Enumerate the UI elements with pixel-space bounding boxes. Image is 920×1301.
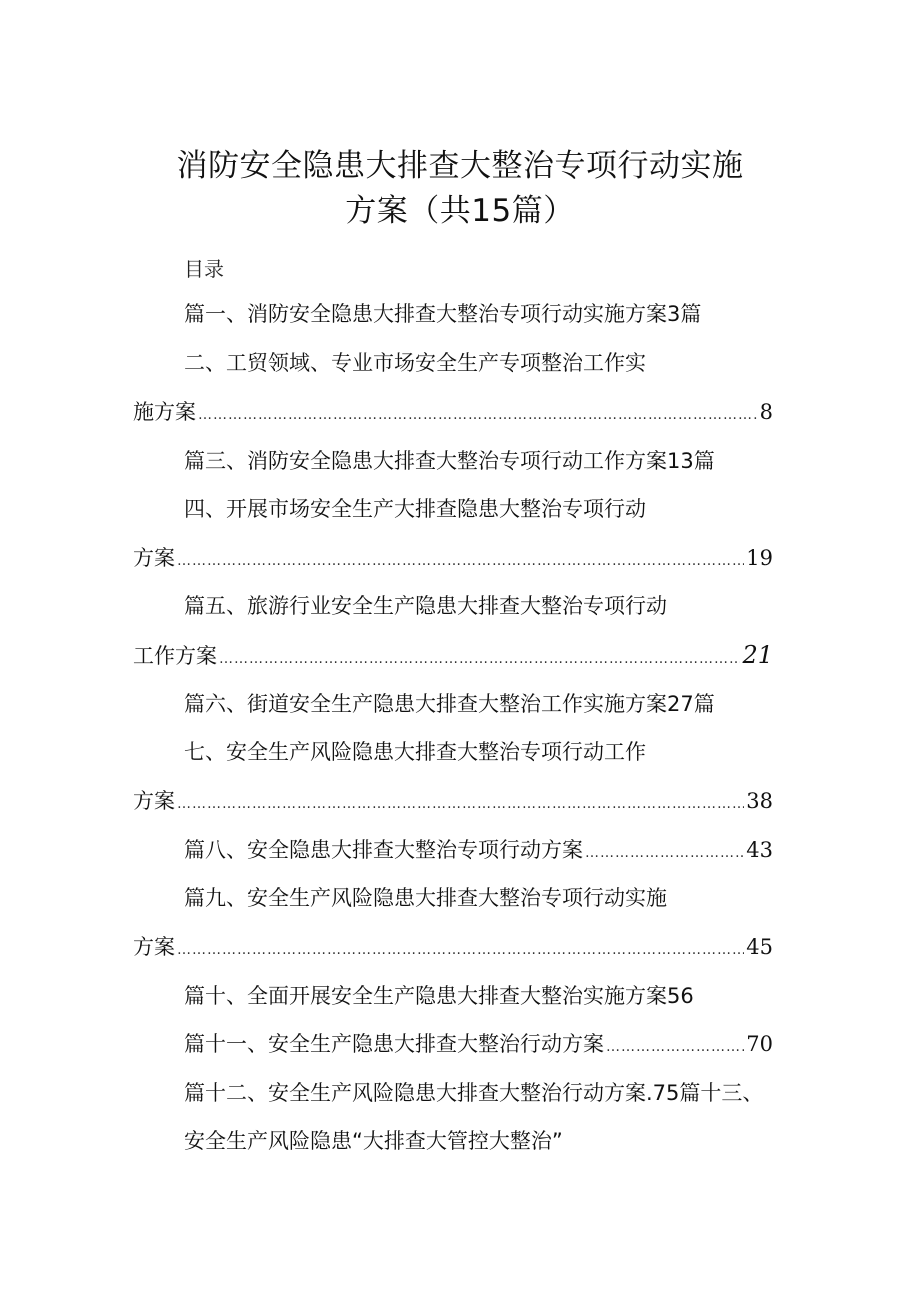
toc-page-number: 70 (746, 1032, 773, 1056)
document-title-line-2: 方案（共15篇） (345, 193, 575, 229)
toc-entry-text: 方案 (133, 546, 175, 570)
dot-leader (177, 546, 744, 576)
dot-leader (585, 838, 744, 868)
toc-entry-with-page[interactable] (133, 397, 773, 430)
toc-entry-with-page[interactable] (184, 1029, 773, 1062)
toc-entry[interactable]: 七、安全生产风险隐患大排查大整治专项行动工作 (184, 740, 646, 764)
toc-entry-text: 方案 (133, 935, 175, 959)
toc-page-number: 21 (742, 641, 773, 669)
toc-page-number: 45 (746, 935, 773, 959)
document-title-line-1: 消防安全隐患大排查大整治专项行动实施 (176, 148, 744, 184)
toc-entry-with-page[interactable] (133, 543, 773, 576)
toc-entry-with-page[interactable] (133, 786, 773, 819)
dot-leader (198, 400, 758, 430)
toc-entry[interactable]: 篇三、消防安全隐患大排查大整治专项行动工作方案13篇 (184, 449, 715, 473)
toc-entry-with-page[interactable] (133, 932, 773, 965)
toc-entry[interactable]: 篇五、旅游行业安全生产隐患大排查大整治专项行动 (184, 594, 667, 618)
toc-page-number: 8 (759, 400, 773, 424)
dot-leader (606, 1032, 744, 1062)
dot-leader (219, 644, 740, 674)
toc-entry-with-page[interactable] (133, 640, 773, 674)
dot-leader (177, 935, 744, 965)
toc-entry[interactable]: 四、开展市场安全生产大排查隐患大整治专项行动 (184, 497, 646, 521)
toc-entry[interactable]: 二、工贸领域、专业市场安全生产专项整治工作实 (184, 351, 646, 375)
toc-entry[interactable]: 篇六、街道安全生产隐患大排查大整治工作实施方案27篇 (184, 692, 715, 716)
toc-page-number: 19 (746, 546, 773, 570)
dot-leader (177, 789, 744, 819)
toc-page-number: 38 (746, 789, 773, 813)
toc-entry-text: 篇八、安全隐患大排查大整治专项行动方案 (184, 838, 583, 862)
toc-entry[interactable]: 篇十、全面开展安全生产隐患大排查大整治实施方案56 (184, 984, 694, 1008)
toc-entry-text: 篇十一、安全生产隐患大排查大整治行动方案 (184, 1032, 604, 1056)
toc-entry[interactable]: 安全生产风险隐患“大排查大管控大整治” (184, 1129, 563, 1153)
toc-heading: 目录 (184, 257, 224, 281)
toc-page-number: 43 (746, 838, 773, 862)
toc-entry-text: 工作方案 (133, 644, 217, 668)
toc-entry[interactable]: 篇九、安全生产风险隐患大排查大整治专项行动实施 (184, 886, 667, 910)
toc-entry-with-page[interactable] (184, 835, 773, 868)
toc-entry[interactable]: 篇十二、安全生产风险隐患大排查大整治行动方案.75篇十三、 (184, 1081, 764, 1105)
toc-entry[interactable]: 篇一、消防安全隐患大排查大整治专项行动实施方案3篇 (184, 302, 702, 326)
toc-entry-text: 方案 (133, 789, 175, 813)
toc-entry-text: 施方案 (133, 400, 196, 424)
